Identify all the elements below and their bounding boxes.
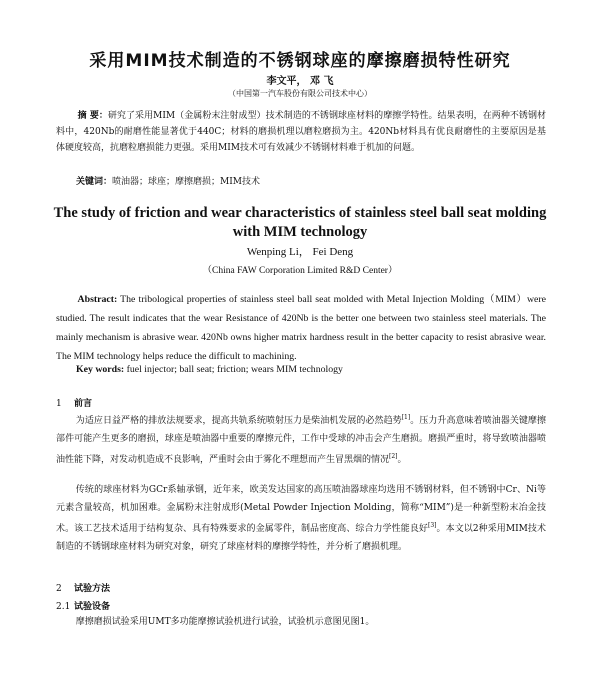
citation-2: [2] [389, 453, 398, 460]
chinese-abstract-label: 摘 要： [77, 111, 108, 121]
section-1-title: 前言 [74, 399, 93, 409]
chinese-keywords [76, 174, 260, 187]
paragraph-text: 为适应日益严格的排放法规要求，提高共轨系统喷射压力是柴油机发展的必然趋势 [75, 416, 402, 426]
section-2-number: 2 [56, 584, 62, 594]
section-2-title: 试验方法 [74, 584, 111, 594]
english-keywords-label: Key words: [76, 364, 125, 375]
paragraph-text: 。 [397, 455, 407, 465]
section-1-paragraph-2 [56, 481, 546, 556]
english-abstract-text: The tribological properties of stainless steel ball seat molded with Metal Injection Molding（MIM）were studied. The result indicates that the wear Resistance of 420Nb is the better one between two stainless steel materials. The mainly mechanism is abrasive wear. 420Nb owns higher matrix hardness result in the better capacity to resist abrasive wear. The MIM technology helps reduce the difficult to machining. [56, 294, 546, 362]
section-1-heading [56, 396, 92, 409]
chinese-authors: 李文平， 邓 飞 [266, 76, 334, 87]
english-affiliation: （China FAW Corporation Limited R&D Center） [202, 266, 398, 276]
chinese-abstract-text: 研究了采用MIM（金属粉末注射成型）技术制造的不锈钢球座材料的摩擦学特性。结果表明，在两种不锈钢材料中，420Nb的耐磨性能显著优于440C；材料的磨损机理以磨粒磨损为主。420Nb材料具有优良耐磨性的主要原因是基体硬度较高，抗磨粒磨损能力更强。采用MIM技术可有效减少不锈钢材料难于机加的问题。 [56, 111, 546, 153]
section-2-1-number: 2.1 [56, 602, 71, 612]
chinese-affiliation: （中国第一汽车股份有限公司技术中心） [228, 89, 372, 98]
section-2-heading [56, 581, 110, 594]
english-authors: Wenping Li， Fei Deng [246, 246, 354, 258]
paragraph-text: 传统的球座材料为GCr系轴承钢，近年来，欧美发达国家的高压喷油器球座均选用不锈钢材料，但不锈钢中Cr、Ni等元素含量较高，机加困难。金属粉末注射成形(Metal Powder Injection Molding，简称“MIM”)是一种新型粉末冶金技术。该工艺技术适用于结构复杂、具有特殊要求的金属零件，制品密度高、综合力学性能良好 [56, 485, 546, 534]
english-abstract-label: Abstract: [77, 294, 118, 305]
section-1-number: 1 [56, 399, 62, 409]
english-title: The study of friction and wear characteristics of stainless steel ball seat molding with MIM technology [53, 205, 547, 240]
chinese-keywords-label: 关键词： [76, 177, 113, 187]
english-keywords-text: fuel injector; ball seat; friction; wears MIM technology [126, 364, 343, 375]
paragraph-text: 。压力升高意味着喷油器关键摩擦部件可能产生更多的磨损，球座是喷油器中重要的摩擦元件，工作中受球的冲击会产生磨损。磨损严重时，将导致喷油器喷油性能下降，对发动机造成不良影响，严重时会由于雾化不理想而产生冒黑烟的情况 [56, 416, 546, 465]
section-2-1-heading [56, 599, 110, 612]
english-keywords [76, 364, 343, 375]
chinese-keywords-text: 喷油器；球座；摩擦磨损；MIM技术 [112, 177, 261, 187]
chinese-title: 采用MIM技术制造的不锈钢球座的摩擦磨损特性研究 [89, 51, 511, 71]
section-2-1-paragraph: 摩擦磨损试验采用UMT多功能摩擦试验机进行试验，试验机示意图见图1。 [75, 617, 375, 627]
section-2-1-title: 试验设备 [74, 602, 111, 612]
citation-1: [1] [401, 414, 411, 421]
chinese-abstract [56, 108, 546, 156]
paragraph-text: 。本文以2种采用MIM技术制造的不锈钢球座材料为研究对象，研究了球座材料的摩擦学特性，并分析了磨损机理。 [56, 524, 546, 552]
section-1-paragraph-1 [56, 409, 546, 469]
citation-3: [3] [427, 522, 437, 529]
english-abstract [56, 290, 546, 366]
